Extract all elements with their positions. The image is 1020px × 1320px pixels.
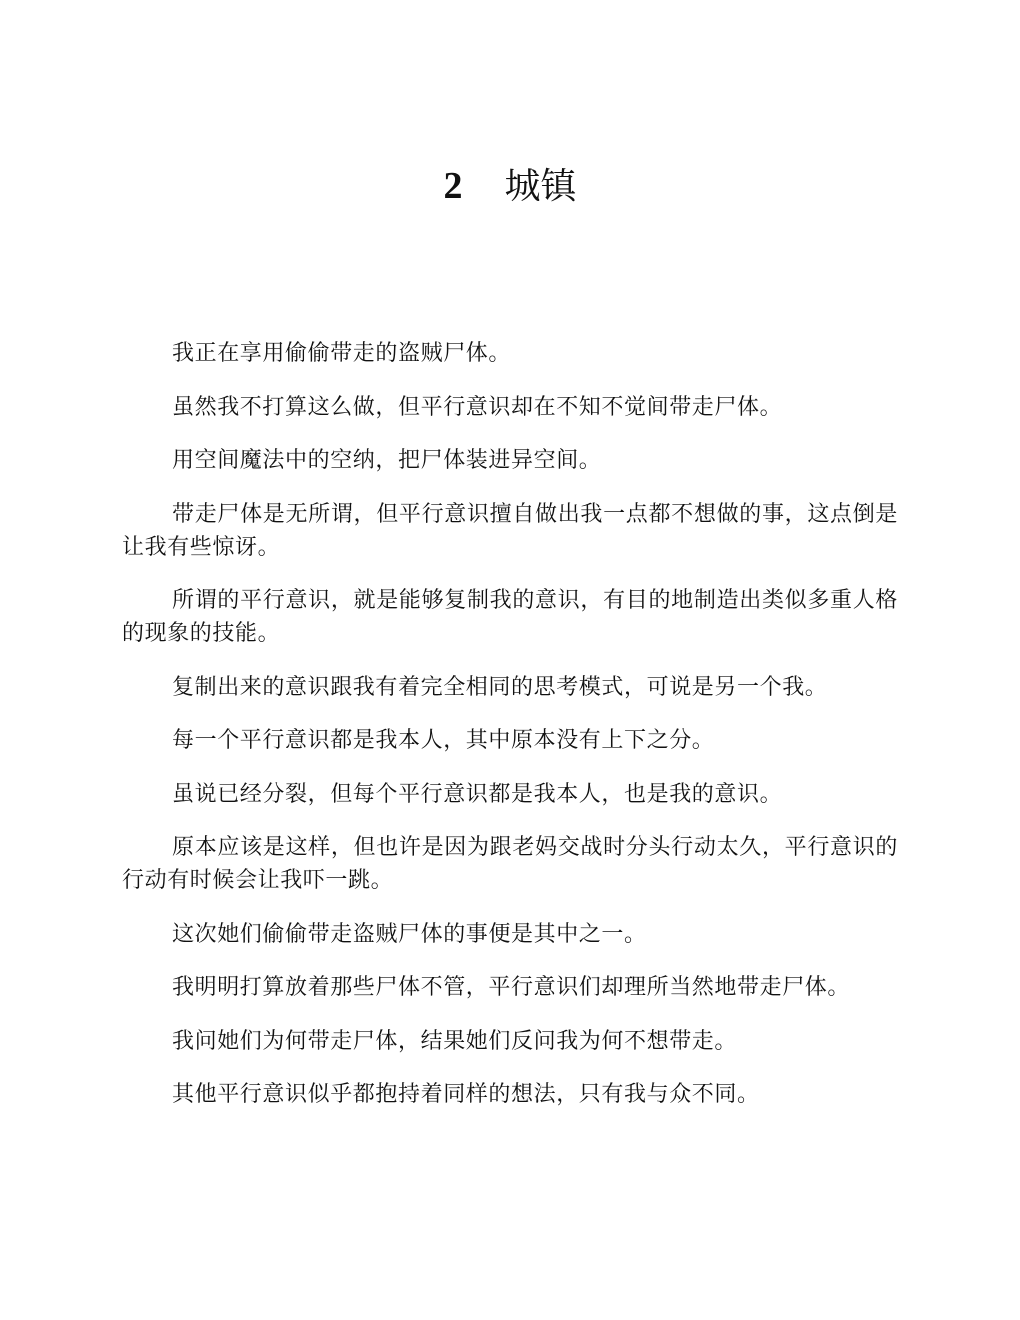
paragraph: 每一个平行意识都是我本人，其中原本没有上下之分。 [172, 728, 715, 753]
paragraph: 用空间魔法中的空纳，把尸体装进异空间。 [172, 448, 602, 473]
paragraph: 虽然我不打算这么做，但平行意识却在不知不觉间带走尸体。 [172, 394, 783, 420]
paragraph: 这次她们偷偷带走盗贼尸体的事便是其中之一。 [172, 921, 647, 947]
paragraph: 我明明打算放着那些尸体不管，平行意识们却理所当然地带走尸体。 [172, 975, 851, 1000]
paragraph: 我问她们为何带走尸体，结果她们反问我为何不想带走。 [172, 1028, 738, 1054]
paragraph: 原本应该是这样，但也许是因为跟老妈交战时分头行动太久，平行意识的行动有时候会让我吓一跳。 [122, 835, 898, 893]
chapter-number: 2 [443, 165, 463, 207]
paragraph: 复制出来的意识跟我有着完全相同的思考模式，可说是另一个我。 [172, 674, 828, 700]
paragraph: 我正在享用偷偷带走的盗贼尸体。 [172, 341, 512, 366]
paragraph: 所谓的平行意识，就是能够复制我的意识，有目的地制造出类似多重人格的现象的技能。 [122, 588, 898, 646]
paragraph: 虽说已经分裂，但每个平行意识都是我本人，也是我的意识。 [172, 781, 783, 807]
chapter-heading [0, 160, 1020, 213]
chapter-title: 城镇 [504, 166, 577, 207]
paragraph: 其他平行意识似乎都抱持着同样的想法，只有我与众不同。 [172, 1082, 760, 1107]
paragraph: 带走尸体是无所谓，但平行意识擅自做出我一点都不想做的事，这点倒是让我有些惊讶。 [122, 501, 898, 560]
chapter-body [122, 337, 898, 1132]
